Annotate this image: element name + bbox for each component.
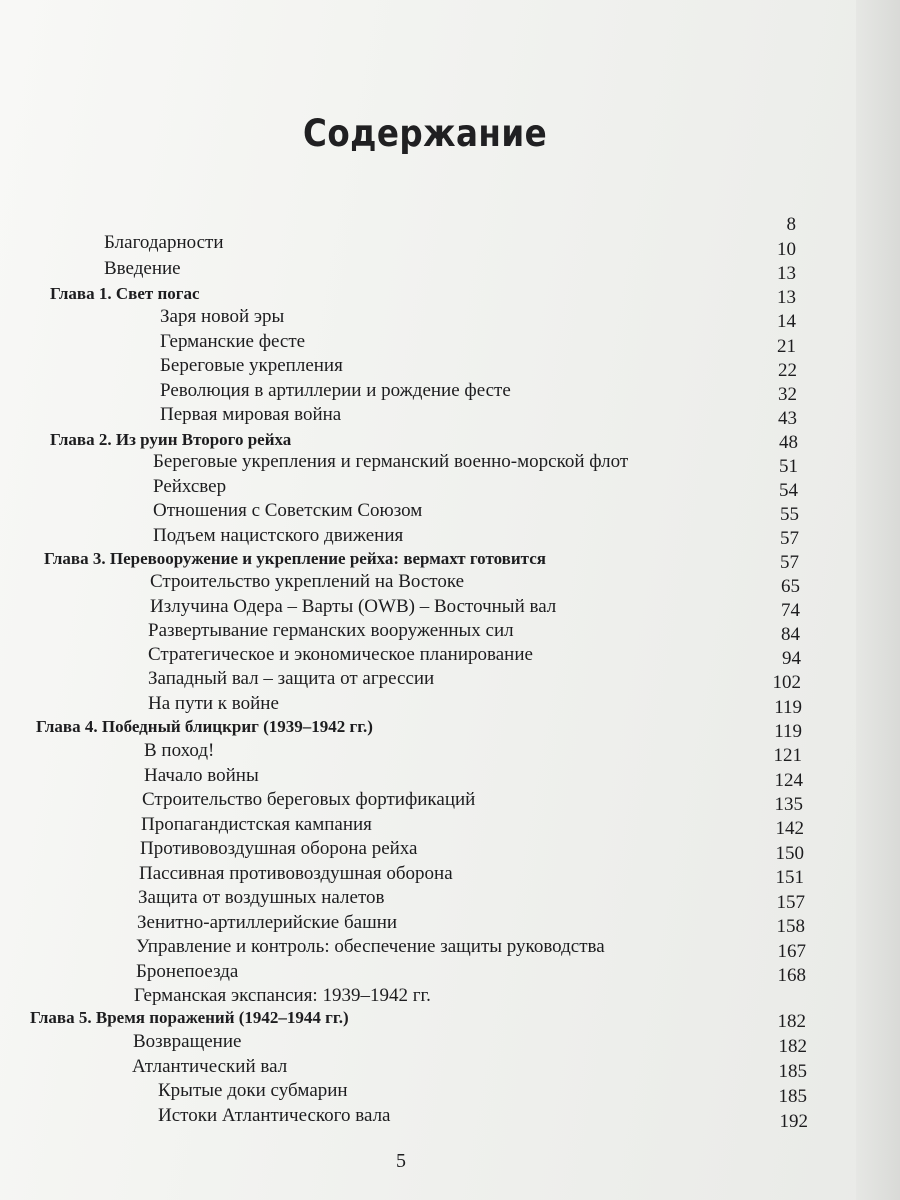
toc-page-number: 124 [774, 770, 803, 791]
toc-chapter-heading: Глава 3. Перевооружение и укрепление рейха: вермахт готовится [44, 549, 546, 568]
toc-entry: Отношения с Советским Союзом [153, 500, 423, 521]
toc-entry: Германские фесте [160, 331, 306, 352]
toc-page-number: 182 [777, 1011, 806, 1032]
toc-page-number: 48 [779, 432, 798, 453]
toc-page-number: 14 [777, 311, 796, 332]
toc-entry: Противовоздушная оборона рейха [140, 838, 418, 859]
toc-entry: Заря новой эры [160, 306, 285, 327]
toc-page-number: 94 [782, 648, 801, 669]
toc-entry: Строительство укреплений на Востоке [150, 571, 465, 592]
toc-page-number: 182 [778, 1036, 807, 1057]
toc-page-number: 119 [774, 721, 802, 742]
toc-page-number: 32 [778, 384, 797, 405]
toc-entry: Германская экспансия: 1939–1942 гг. [134, 985, 431, 1006]
toc-page-number: 21 [777, 336, 796, 357]
toc-chapter-heading: Глава 5. Время поражений (1942–1944 гг.) [30, 1008, 349, 1027]
page-gutter-shadow [856, 0, 900, 1200]
toc-entry: Начало войны [144, 765, 259, 786]
toc-entry: Развертывание германских вооруженных сил [148, 620, 514, 641]
toc-entry: Западный вал – защита от агрессии [148, 668, 435, 689]
toc-page-number: 57 [780, 552, 799, 573]
toc-entry-front: Благодарности [104, 232, 224, 253]
page-title: Содержание [303, 112, 548, 155]
toc-page-number: 10 [777, 239, 796, 260]
toc-page-number: 158 [776, 916, 805, 937]
toc-entry: Строительство береговых фортификаций [142, 789, 476, 810]
toc-page-number: 121 [773, 745, 802, 766]
toc-page-number: 54 [779, 480, 798, 501]
toc-page-number: 135 [774, 794, 803, 815]
toc-entry: Возвращение [133, 1031, 242, 1052]
toc-chapter-heading: Глава 2. Из руин Второго рейха [50, 430, 292, 449]
toc-entry: Истоки Атлантического вала [158, 1105, 391, 1126]
toc-page-number: 185 [778, 1086, 807, 1107]
toc-entry: Береговые укрепления [160, 355, 343, 376]
toc-entry: Бронепоезда [136, 961, 239, 982]
toc-entry: Революция в артиллерии и рождение фесте [160, 380, 511, 401]
toc-entry: Управление и контроль: обеспечение защиты руководства [136, 936, 605, 957]
page-footer-number: 5 [396, 1150, 406, 1172]
toc-page-number: 167 [777, 941, 806, 962]
toc-page-number: 192 [779, 1111, 808, 1132]
toc-page-number: 65 [781, 576, 800, 597]
toc-chapter-heading: Глава 4. Победный блицкриг (1939–1942 гг.) [36, 717, 373, 736]
toc-entry: Стратегическое и экономическое планирование [148, 644, 533, 665]
toc-entry: Пропагандистская кампания [141, 814, 372, 835]
toc-entry: Излучина Одера – Варты (OWB) – Восточный вал [150, 596, 557, 617]
toc-entry: На пути к войне [148, 693, 279, 714]
toc-page-number: 151 [775, 867, 804, 888]
toc-page-number: 157 [776, 892, 805, 913]
toc-entry: Первая мировая война [160, 404, 342, 425]
toc-page-number: 84 [781, 624, 800, 645]
toc-page-number: 119 [774, 697, 802, 718]
toc-page-number: 57 [780, 528, 799, 549]
toc-page-number: 43 [778, 408, 797, 429]
toc-page-number: 13 [777, 263, 796, 284]
toc-entry: Защита от воздушных налетов [138, 887, 385, 908]
toc-chapter-heading: Глава 1. Свет погас [50, 284, 200, 303]
toc-page-number: 74 [781, 600, 800, 621]
toc-page-number: 51 [779, 456, 798, 477]
toc-entry: Атлантический вал [132, 1056, 288, 1077]
toc-entry: Крытые доки субмарин [158, 1080, 348, 1101]
toc-entry: Зенитно-артиллерийские башни [137, 912, 398, 933]
toc-page-number: 168 [777, 965, 806, 986]
toc-entry: В поход! [144, 740, 215, 761]
toc-page-number: 22 [778, 360, 797, 381]
toc-entry: Подъем нацистского движения [153, 525, 404, 546]
toc-page-number: 55 [780, 504, 799, 525]
toc-page-number: 13 [777, 287, 796, 308]
toc-page-number: 8 [786, 214, 796, 235]
toc-entry: Рейхсвер [153, 476, 227, 497]
toc-page-number: 150 [775, 843, 804, 864]
toc-entry: Береговые укрепления и германский военно-морской флот [153, 451, 629, 472]
toc-entry: Пассивная противовоздушная оборона [139, 863, 453, 884]
toc-page-number: 142 [775, 818, 804, 839]
toc-entry-front: Введение [104, 258, 181, 279]
toc-page-number: 185 [778, 1061, 807, 1082]
toc-page-number: 102 [772, 672, 801, 693]
